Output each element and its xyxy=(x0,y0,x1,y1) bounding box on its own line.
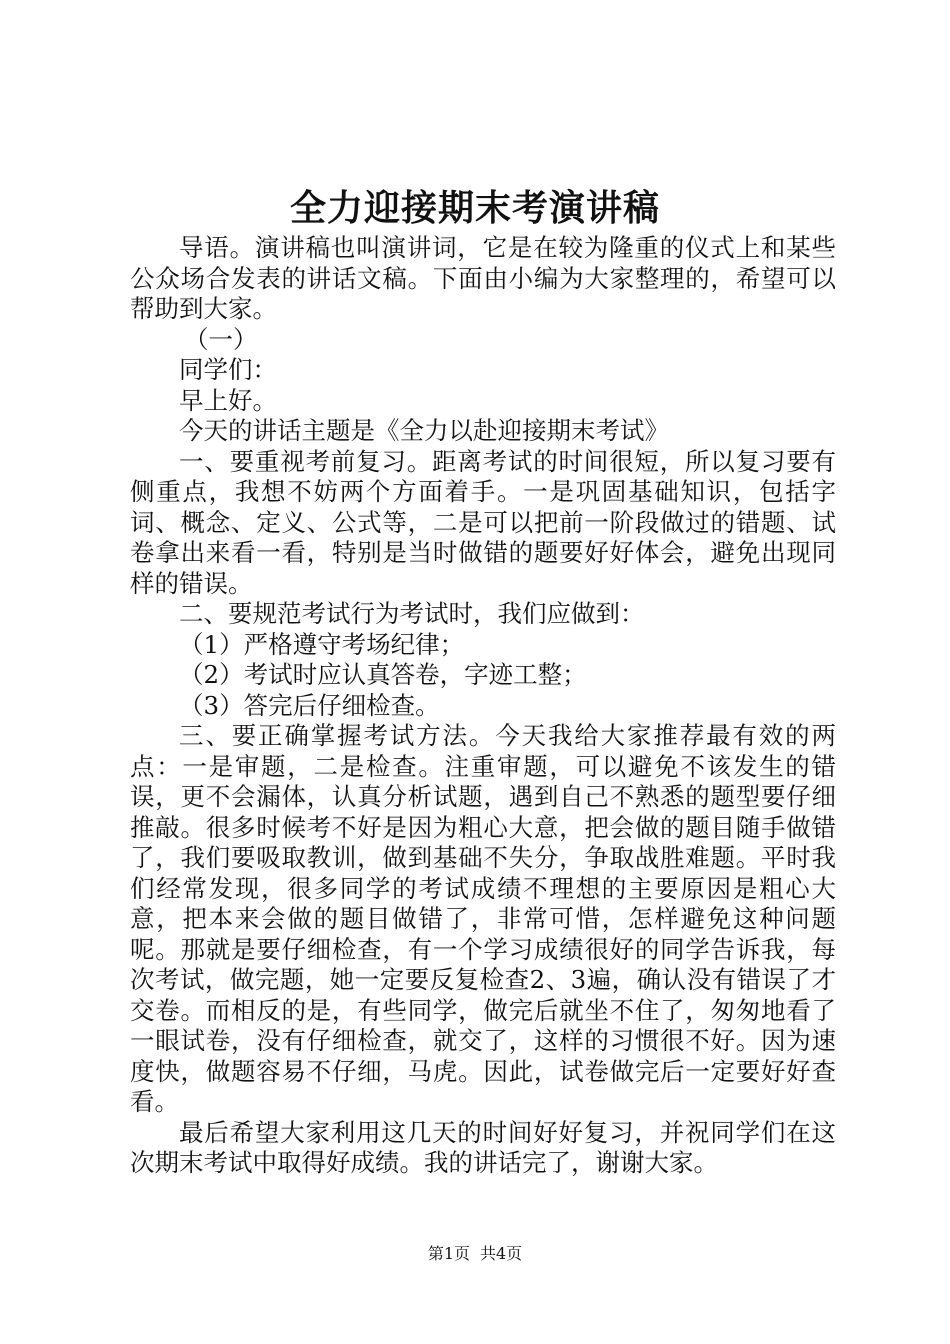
closing-paragraph: 最后希望大家利用这几天的时间好好复习，并祝同学们在这次期末考试中取得好成绩。我的讲话完了，谢谢大家。 xyxy=(130,1117,836,1177)
list-item: （3）答完后仔细检查。 xyxy=(179,690,440,720)
document-body xyxy=(130,233,836,1179)
list-item: （2）考试时应认真答卷，字迹工整； xyxy=(179,660,587,689)
point-one-paragraph: 一、要重视考前复习。距离考试的时间很短，所以复习要有侧重点，我想不妨两个方面着手。一是巩固基础知识，包括字词、概念、定义、公式等，二是可以把前一阶段做过的错题、试卷拿出来看一看，特别是当时做错的题要好好体会，避免出现同样的错误。 xyxy=(130,446,836,598)
page-number: 第1页 xyxy=(427,1244,470,1263)
document-title: 全力迎接期末考演讲稿 xyxy=(289,187,660,229)
section-marker: （一） xyxy=(184,324,258,354)
page-total: 共4页 xyxy=(480,1244,523,1263)
point-two-paragraph: 二、要规范考试行为考试时，我们应做到： xyxy=(179,599,645,628)
page-footer xyxy=(0,1244,950,1264)
point-three-paragraph: 三、要正确掌握考试方法。今天我给大家推荐最有效的两点：一是审题，二是检查。注重审题，可以避免不该发生的错误，更不会漏体，认真分析试题，遇到自己不熟悉的题型要仔细推敲。很多时候考不好是因为粗心大意，把会做的题目随手做错了，我们要吸取教训，做到基础不失分，争取战胜难题。平时我们经常发现，很多同学的考试成绩不理想的主要原因是粗心大意，把本来会做的题目做错了，非常可惜，怎样避免这种问题呢。那就是要仔细检查，有一个学习成绩很好的同学告诉我，每次考试，做完题，她一定要反复检查2、3遍，确认没有错误了才交卷。而相反的是，有些同学，做完后就坐不住了，匆匆地看了一眼试卷，没有仔细检查，就交了，这样的习惯很不好。因为速度快，做题容易不仔细，马虎。因此，试卷做完后一定要好好查看。 xyxy=(130,721,836,1116)
salutation: 同学们： xyxy=(179,355,277,384)
intro-paragraph: 导语。演讲稿也叫演讲词，它是在较为隆重的仪式上和某些公众场合发表的讲话文稿。下面由小编为大家整理的，希望可以帮助到大家。 xyxy=(130,233,836,323)
topic-line: 今天的讲话主题是《全力以赴迎接期末考试》 xyxy=(179,416,669,445)
list-item: （1）严格遵守考场纪律； xyxy=(179,629,465,659)
greeting: 早上好。 xyxy=(179,385,277,415)
